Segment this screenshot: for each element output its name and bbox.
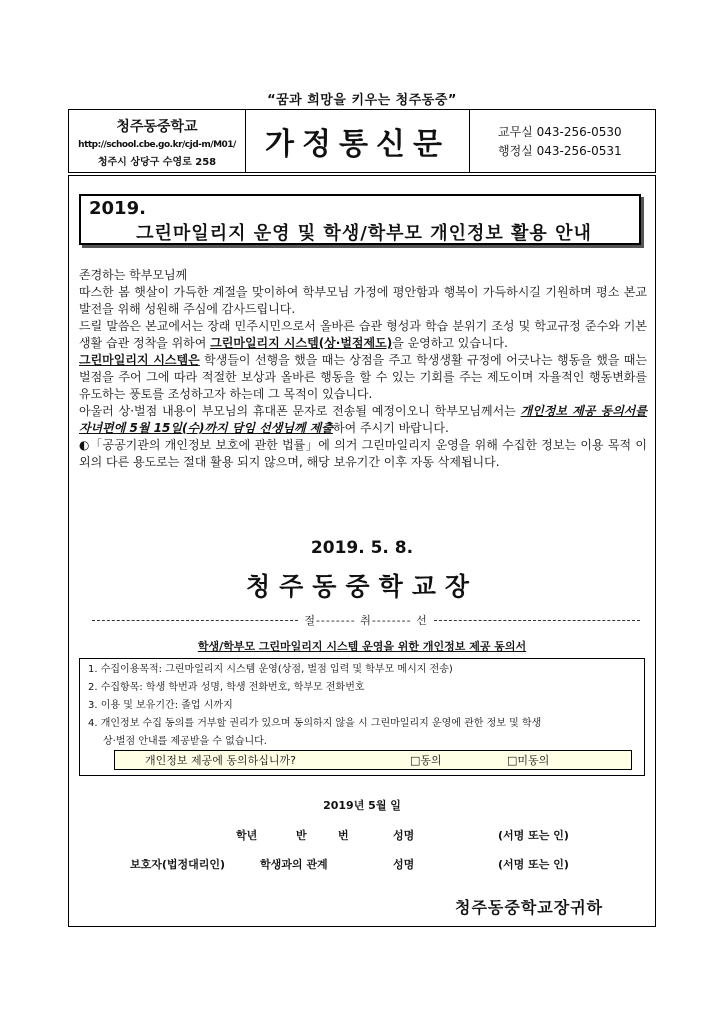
phone-admin <box>498 142 655 161</box>
principal-signature: 청주동중학교장 <box>245 572 479 601</box>
paragraph-4 <box>79 403 647 437</box>
paragraph-3-text: 학생들이 선행을 했을 때는 상점을 주고 학생생활 규정에 어긋나는 행동을 했을 때는 벌점을 주어 그에 따라 적절한 보상과 올바른 행동을 할 수 있는 기회를 주는 제도이며 자율적인 행동변화를 유도하는 풍토를 조성하고자 하는데 그 목적이 있습니다. <box>79 353 647 401</box>
contact-info <box>470 110 655 172</box>
class-label: 반 <box>296 829 307 842</box>
consent-item-1: 1. 수집이용목적: 그린마일리지 시스템 운영(상점, 벌점 입력 및 학부모 메시지 전송) <box>88 664 453 675</box>
paragraph-2 <box>79 318 647 352</box>
paragraph-1: 따스한 봄 햇살이 가득한 계절을 맞이하여 학부모님 가정에 평안함과 행복이 가득하시길 기원하며 평소 본교 발전을 위해 성원해 주심에 감사드립니다. <box>79 285 647 316</box>
paragraph-4-emphasis: 개인정보 제공 동의서를 자녀편에 5월 15일(수)까지 담임 선생님께 제출 <box>79 404 647 435</box>
cut-line <box>92 612 640 628</box>
letter-body <box>79 267 647 471</box>
signature-date: 2019년 5월 일 <box>323 799 401 812</box>
paragraph-2-text-a: 드릴 말씀은 본교에서는 장래 민주시민으로서 올바른 습관 형성과 학습 분위기 조성 및 학교규정 준수와 기본생활 습관 정착을 위하여 <box>79 319 647 350</box>
consent-question-row <box>114 750 632 770</box>
guardian-name-label: 성명 <box>393 858 415 871</box>
consent-question: 개인정보 제공에 동의하십니까? <box>145 754 296 767</box>
consent-title: 학생/학부모 그린마일리지 시스템 운영을 위한 개인정보 제공 동의서 <box>197 640 527 653</box>
phone-admin-label: 행정실 <box>498 144 533 158</box>
greeting: 존경하는 학부모님께 <box>79 268 188 282</box>
cut-line-label: 절-------- 취-------- 선 <box>304 614 428 627</box>
school-address: 청주시 상당구 수영로 258 <box>97 157 217 168</box>
paragraph-3 <box>79 352 647 403</box>
student-sign-label: (서명 또는 인) <box>498 829 569 842</box>
student-name-label: 성명 <box>393 829 415 842</box>
phone-academic <box>498 123 655 142</box>
paragraph-4-text-a: 아울러 상·벌점 내용이 부모님의 휴대폰 문자로 전송될 예정이오니 학부모님께서는 <box>79 404 521 418</box>
paragraph-4-text-b: 하여 주시기 바랍니다. <box>332 421 449 435</box>
cut-line-dash-left <box>92 620 298 621</box>
number-label: 번 <box>338 829 349 842</box>
guardian-sign-label: (서명 또는 인) <box>498 858 569 871</box>
notice-year: 2019. <box>89 198 146 219</box>
consent-item-2: 2. 수집항목: 학생 학번과 성명, 학생 전화번호, 학부모 전화번호 <box>88 682 365 693</box>
phone-academic-label: 교무실 <box>498 125 533 139</box>
consent-item-3: 3. 이용 및 보유기간: 졸업 시까지 <box>88 700 233 711</box>
notice-title-box <box>79 194 641 245</box>
paragraph-2-text-b: 을 운영하고 있습니다. <box>392 336 508 350</box>
school-info <box>69 110 246 172</box>
notice-title: 그린마일리지 운영 및 학생/학부모 개인정보 활용 안내 <box>136 223 592 244</box>
consent-item-4-cont: 상·벌점 안내를 제공받을 수 없습니다. <box>103 736 267 747</box>
letter-header <box>68 109 656 173</box>
consent-item-4: 4. 개인정보 수집 동의를 거부할 권리가 있으며 동의하지 않을 시 그린마일리지 운영에 관한 정보 및 학생 <box>88 718 542 729</box>
paragraph-3-underline: 그린마일리지 시스템은 <box>79 353 200 367</box>
phone-admin-number: 043-256-0531 <box>536 144 622 158</box>
guardian-label: 보호자(법정대리인) <box>130 858 226 871</box>
phone-academic-number: 043-256-0530 <box>536 125 622 139</box>
closing-addressee: 청주동중학교장귀하 <box>455 898 604 917</box>
agree-checkbox[interactable]: □동의 <box>410 754 442 767</box>
paragraph-5: ◐「공공기관의 개인정보 보호에 관한 법률」에 의거 그린마일리지 운영을 위해 수집한 정보는 이용 목적 이외의 다른 용도로는 절대 활용 되지 않으며, 해당 보유기간 이후 자동 삭제됩니다. <box>79 438 647 469</box>
relation-label: 학생과의 관계 <box>260 858 328 871</box>
grade-label: 학년 <box>236 829 258 842</box>
disagree-checkbox[interactable]: □미동의 <box>507 754 550 767</box>
school-url[interactable]: http://school.cbe.go.kr/cjd-m/M01/ <box>78 140 236 150</box>
cut-line-dash-right <box>434 620 640 621</box>
letter-date: 2019. 5. 8. <box>310 538 414 558</box>
school-motto: “꿈과 희망을 키우는 청주동중” <box>267 93 457 108</box>
school-name: 청주동중학교 <box>116 119 198 135</box>
letter-title: 가정통신문 <box>246 110 470 172</box>
paragraph-2-underline: 그린마일리지 시스템(상·벌점제도) <box>210 336 393 350</box>
